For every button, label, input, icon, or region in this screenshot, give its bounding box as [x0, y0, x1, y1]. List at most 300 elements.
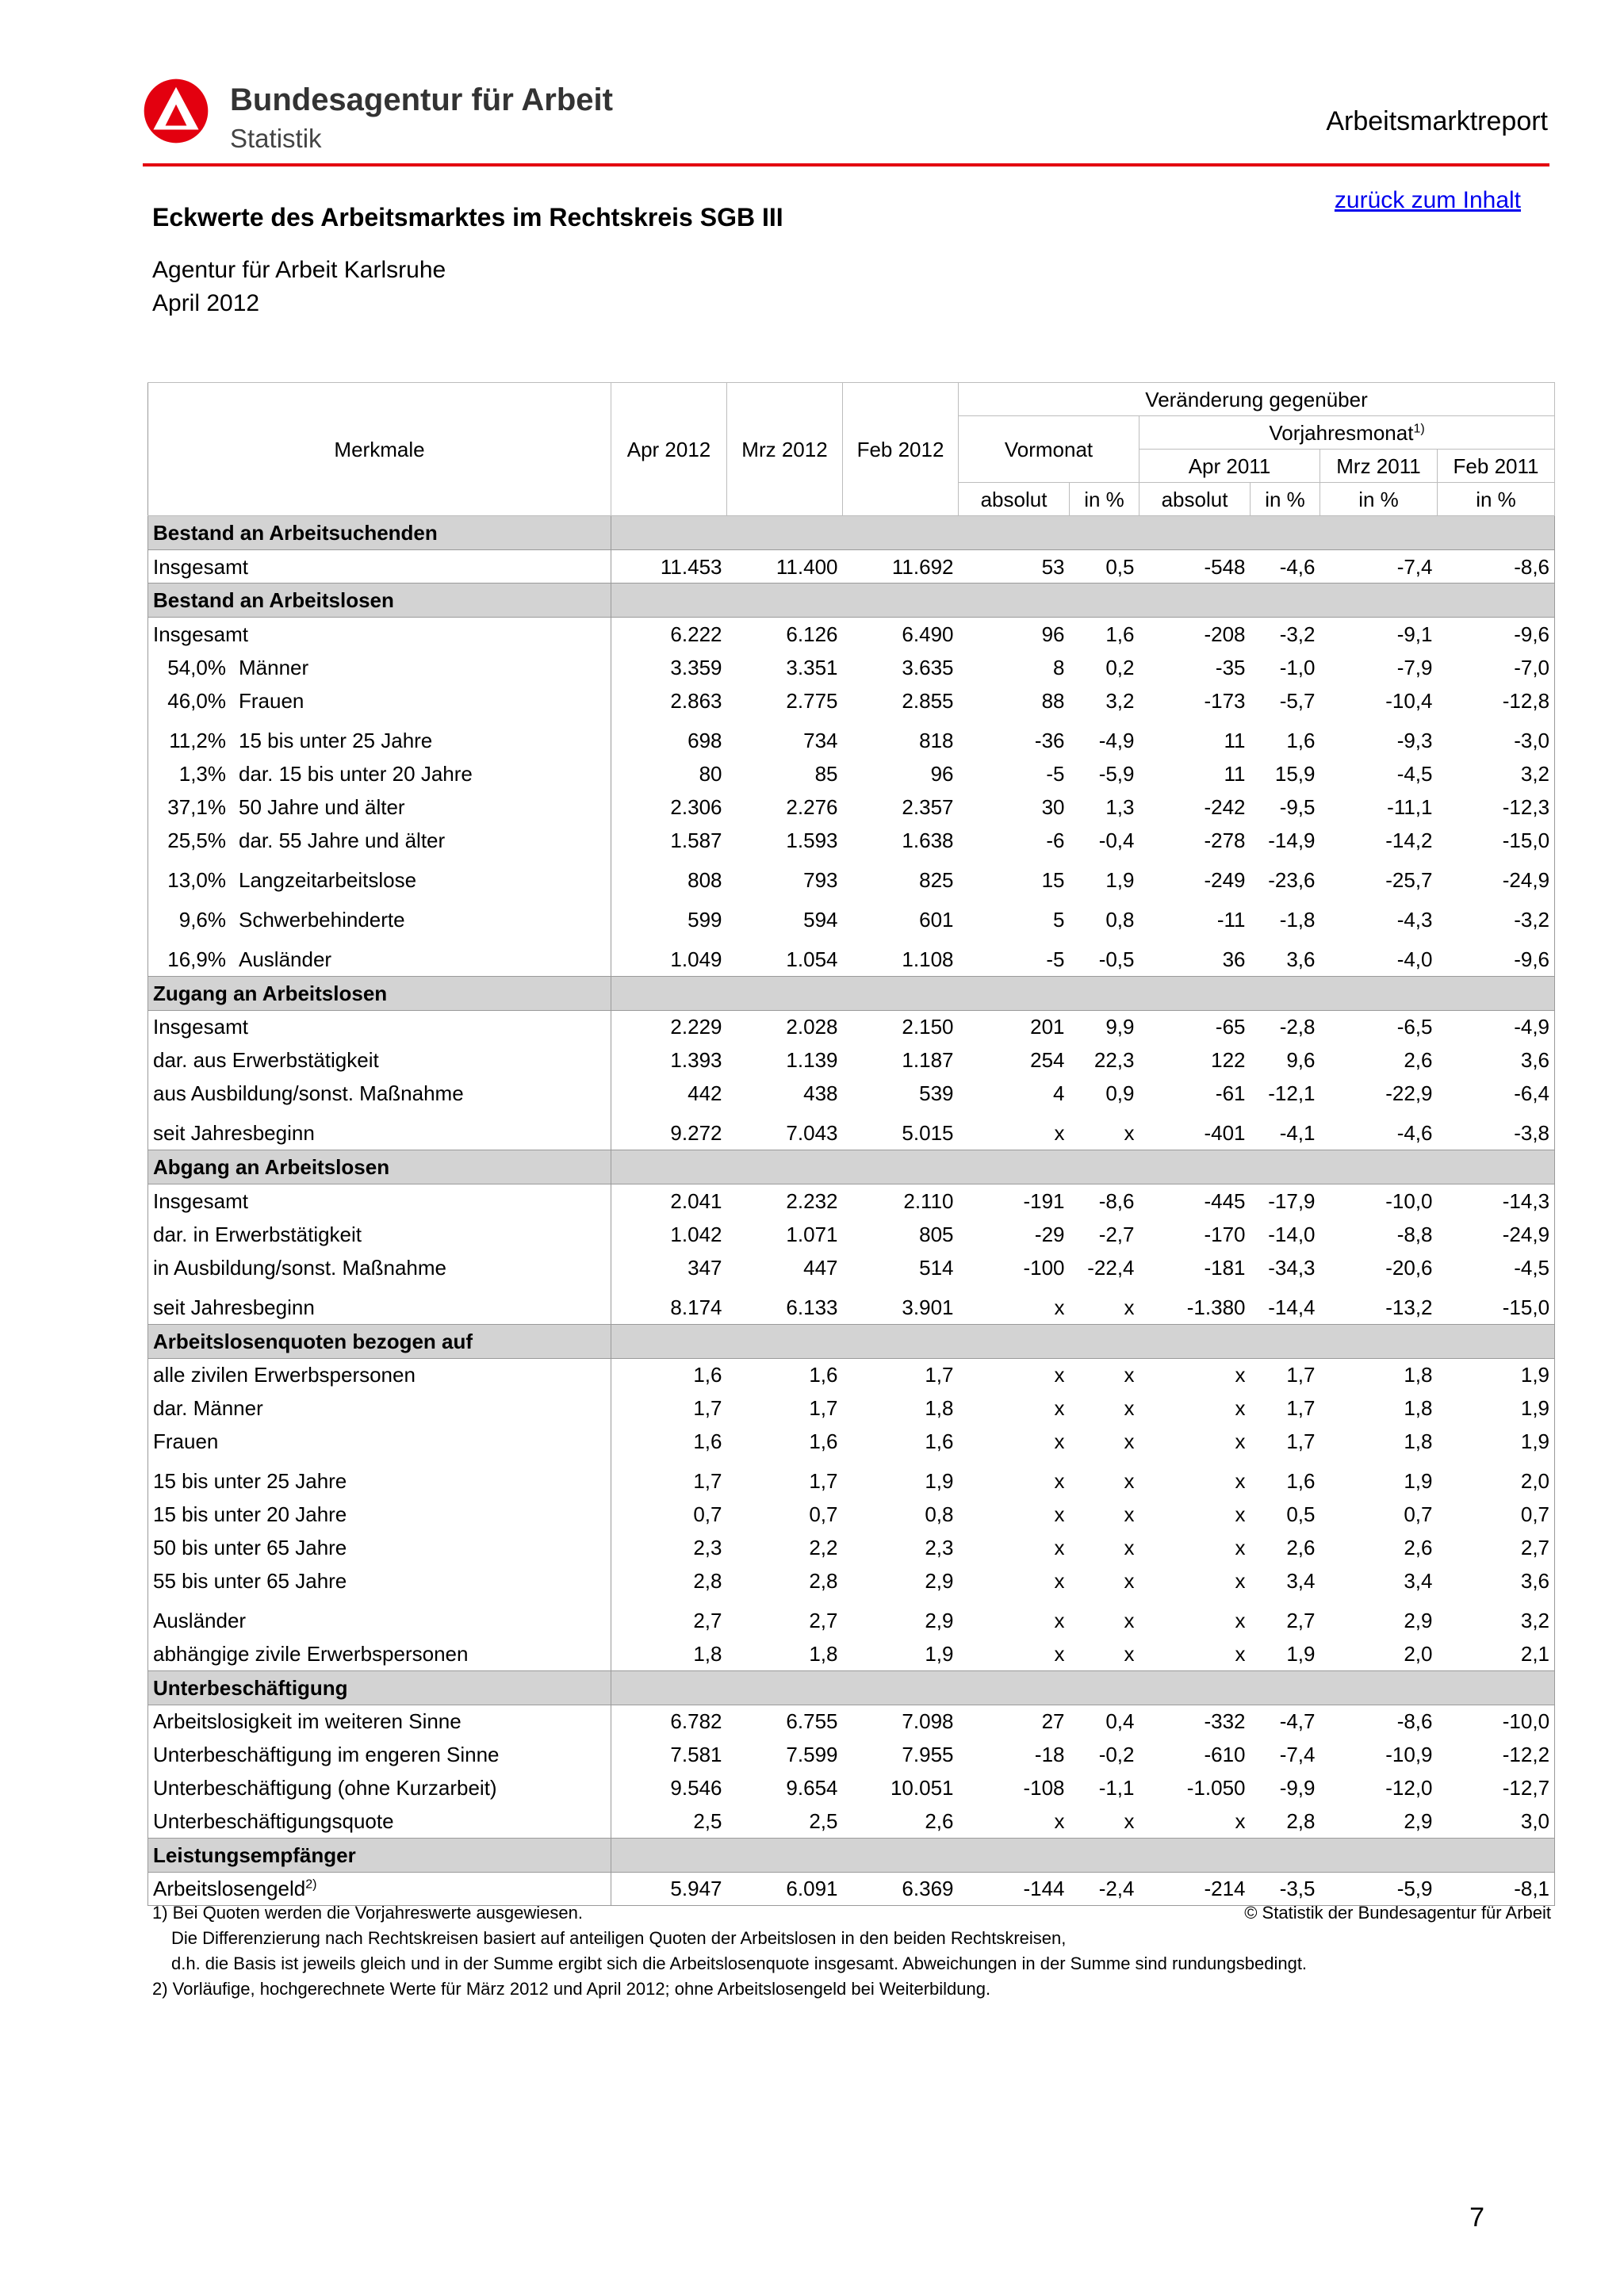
- header-feb2011-pct: in %: [1438, 483, 1555, 516]
- share-percent: 25,5%: [167, 828, 226, 852]
- value-cell: -100: [1023, 1255, 1065, 1280]
- value-cell: x: [1124, 1396, 1135, 1420]
- row-label-text: 50 bis unter 65 Jahre: [153, 1536, 347, 1559]
- value-cell: -249: [1204, 867, 1246, 892]
- header-vorjahr-pct: in %: [1251, 483, 1320, 516]
- value-cell: 2,9: [1404, 1808, 1433, 1833]
- table-row: [148, 1043, 1555, 1077]
- value-cell: -9,5: [1279, 794, 1316, 819]
- row-label-text: Unterbeschäftigung (ohne Kurzarbeit): [153, 1776, 497, 1800]
- value-cell: -401: [1204, 1121, 1246, 1145]
- value-cell: -11,1: [1387, 794, 1433, 819]
- value-cell: 1,7: [809, 1469, 838, 1493]
- section-label: Bestand an Arbeitslosen: [148, 584, 611, 618]
- value-cell: -12,7: [1438, 1771, 1555, 1804]
- row-label: [148, 1077, 611, 1110]
- value-cell: x: [1054, 1808, 1065, 1833]
- header-mrz2011-pct: in %: [1320, 483, 1438, 516]
- value-cell: 10.051: [890, 1776, 954, 1800]
- value-cell: -1.380: [1186, 1295, 1246, 1319]
- row-label-text: in Ausbildung/sonst. Maßnahme: [153, 1255, 446, 1280]
- value-cell: -6: [1046, 828, 1065, 852]
- value-cell: -24,9: [1438, 857, 1555, 897]
- value-cell: 2,1: [1438, 1637, 1555, 1670]
- header-veraenderung: Veränderung gegenüber: [959, 383, 1555, 416]
- value-cell: 825: [919, 867, 954, 892]
- row-label: [148, 897, 611, 936]
- value-cell: 1,6: [809, 1363, 838, 1387]
- share-percent: 16,9%: [167, 947, 226, 971]
- row-label: [148, 1705, 611, 1738]
- row-label-text: Arbeitslosengeld: [153, 1877, 306, 1900]
- value-cell: 2,8: [809, 1569, 838, 1593]
- value-cell: 1,6: [1286, 728, 1316, 752]
- value-cell: 2,9: [925, 1609, 954, 1632]
- value-cell: 1.393: [611, 1043, 727, 1077]
- header-mrz-2011: Mrz 2011: [1320, 450, 1438, 483]
- row-label-text: dar. in Erwerbstätigkeit: [153, 1222, 362, 1246]
- value-cell: -1,0: [1279, 655, 1316, 679]
- table-row: [148, 1391, 1555, 1425]
- value-cell: -12,8: [1438, 684, 1555, 718]
- value-cell: -4,9: [1098, 728, 1135, 752]
- row-label-text: dar. Männer: [153, 1396, 263, 1420]
- value-cell: -332: [1204, 1709, 1246, 1734]
- value-cell: 0,4: [1105, 1709, 1135, 1734]
- table-row: [148, 1531, 1555, 1564]
- value-cell: -18: [1034, 1743, 1065, 1766]
- value-cell: 0,7: [1404, 1502, 1433, 1526]
- row-label-text: Ausländer: [153, 1609, 247, 1632]
- brand-subtitle: Statistik: [230, 124, 322, 153]
- value-cell: 447: [803, 1255, 838, 1280]
- value-cell: -170: [1204, 1222, 1246, 1246]
- row-label: [148, 1458, 611, 1498]
- value-cell: -12,3: [1438, 790, 1555, 824]
- value-cell: 1,7: [1286, 1363, 1316, 1387]
- value-cell: x: [1235, 1396, 1246, 1420]
- value-cell: 2,7: [809, 1609, 838, 1632]
- value-cell: 9.654: [786, 1776, 838, 1800]
- value-cell: 6.091: [727, 1872, 843, 1905]
- value-cell: 1,7: [611, 1458, 727, 1498]
- value-cell: 6.755: [786, 1709, 838, 1734]
- row-label-text: aus Ausbildung/sonst. Maßnahme: [153, 1081, 464, 1105]
- row-label-text: Ausländer: [239, 947, 332, 971]
- row-label-text: abhängige zivile Erwerbspersonen: [153, 1641, 469, 1666]
- value-cell: -22,9: [1385, 1081, 1433, 1105]
- page-title: Eckwerte des Arbeitsmarktes im Rechtskreis SGB III: [152, 203, 783, 232]
- row-label: [148, 1804, 611, 1838]
- value-cell: 1,9: [1438, 1425, 1555, 1458]
- share-percent: 1,3%: [178, 761, 226, 786]
- table-row: [148, 618, 1555, 651]
- value-cell: -17,9: [1268, 1188, 1316, 1213]
- value-cell: x: [1124, 1641, 1135, 1666]
- value-cell: 2.028: [786, 1015, 838, 1039]
- section-header-row: [148, 1838, 1555, 1872]
- value-cell: 2,3: [611, 1531, 727, 1564]
- value-cell: 1.042: [611, 1218, 727, 1251]
- back-to-contents-link[interactable]: zurück zum Inhalt: [1334, 187, 1521, 213]
- table-row: [148, 824, 1555, 857]
- value-cell: 1,6: [1105, 622, 1135, 646]
- agency-name: Agentur für Arbeit Karlsruhe: [152, 257, 446, 283]
- value-cell: 2,8: [611, 1564, 727, 1598]
- value-cell: -35: [1215, 655, 1246, 679]
- row-label: [148, 1771, 611, 1804]
- row-label-text: seit Jahresbeginn: [153, 1121, 315, 1145]
- value-cell: -3,2: [1279, 622, 1316, 646]
- value-cell: 1.587: [611, 824, 727, 857]
- value-cell: -144: [959, 1872, 1070, 1905]
- row-label: [148, 1391, 611, 1425]
- section-header-row: [148, 516, 1555, 550]
- value-cell: 1,3: [1105, 794, 1135, 819]
- value-cell: 2.855: [902, 688, 954, 713]
- value-cell: -14,2: [1385, 828, 1433, 852]
- value-cell: 594: [803, 907, 838, 932]
- value-cell: -7,0: [1438, 651, 1555, 684]
- header-divider: [143, 163, 1549, 166]
- value-cell: 6.490: [902, 622, 954, 646]
- value-cell: 2.276: [786, 794, 838, 819]
- row-label: [148, 1358, 611, 1391]
- value-cell: 3.351: [786, 655, 838, 679]
- value-cell: 201: [1030, 1015, 1065, 1039]
- copyright-notice: © Statistik der Bundesagentur für Arbeit: [1244, 1903, 1551, 1923]
- value-cell: 9,9: [1105, 1015, 1135, 1039]
- value-cell: 5: [1053, 907, 1065, 932]
- table-row: [148, 1637, 1555, 1670]
- section-header-row: [148, 1670, 1555, 1705]
- row-label: [148, 1184, 611, 1218]
- value-cell: 2,5: [809, 1808, 838, 1833]
- section-label: Abgang an Arbeitslosen: [148, 1150, 611, 1184]
- share-percent: 9,6%: [178, 907, 226, 932]
- value-cell: x: [1124, 1609, 1135, 1632]
- table-row: [148, 936, 1555, 977]
- value-cell: -23,6: [1268, 867, 1316, 892]
- value-cell: x: [1235, 1609, 1246, 1632]
- header-feb-2012: Feb 2012: [843, 383, 959, 516]
- value-cell: -0,5: [1098, 947, 1135, 971]
- value-cell: 2,7: [1438, 1531, 1555, 1564]
- value-cell: 1.049: [611, 936, 727, 977]
- value-cell: -1,8: [1279, 907, 1316, 932]
- value-cell: 8: [1053, 655, 1065, 679]
- row-label-text: 15 bis unter 25 Jahre: [153, 1469, 347, 1493]
- table-row: [148, 1771, 1555, 1804]
- value-cell: 3.901: [902, 1295, 954, 1319]
- row-label-text: Männer: [239, 655, 309, 679]
- value-cell: 808: [611, 857, 727, 897]
- table-row: [148, 1804, 1555, 1838]
- value-cell: x: [1124, 1429, 1135, 1453]
- value-cell: 2,6: [1286, 1536, 1316, 1559]
- value-cell: 805: [919, 1222, 954, 1246]
- row-label: [148, 651, 611, 684]
- value-cell: 2.775: [786, 688, 838, 713]
- value-cell: -108: [1023, 1776, 1065, 1800]
- value-cell: -15,0: [1438, 824, 1555, 857]
- table-row: [148, 1358, 1555, 1391]
- value-cell: 11.400: [776, 554, 838, 579]
- report-name: Arbeitsmarktreport: [1326, 106, 1548, 136]
- brand-name: Bundesagentur für Arbeit: [230, 82, 613, 117]
- row-label-text: Insgesamt: [153, 1188, 248, 1213]
- value-cell: 5.015: [902, 1121, 954, 1145]
- value-cell: 1,9: [1438, 1391, 1555, 1425]
- value-cell: 22,3: [1094, 1048, 1135, 1072]
- value-cell: -34,3: [1268, 1255, 1316, 1280]
- value-cell: -0,4: [1098, 828, 1135, 852]
- value-cell: -5,9: [1320, 1872, 1438, 1905]
- value-cell: -173: [1204, 688, 1246, 713]
- row-label: [148, 1637, 611, 1670]
- value-cell: 0,8: [1105, 907, 1135, 932]
- value-cell: -4,6: [1396, 1121, 1433, 1145]
- header-merkmale: Merkmale: [148, 383, 611, 516]
- value-cell: -24,9: [1438, 1218, 1555, 1251]
- value-cell: -12,2: [1438, 1738, 1555, 1771]
- section-header-row: [148, 976, 1555, 1010]
- value-cell: -36: [1034, 728, 1065, 752]
- value-cell: 0,7: [809, 1502, 838, 1526]
- value-cell: -14,0: [1268, 1222, 1316, 1246]
- value-cell: x: [1054, 1641, 1065, 1666]
- value-cell: -2,7: [1098, 1222, 1135, 1246]
- value-cell: -3,2: [1438, 897, 1555, 936]
- row-label: [148, 1498, 611, 1531]
- value-cell: x: [1124, 1502, 1135, 1526]
- value-cell: -4,9: [1438, 1010, 1555, 1043]
- value-cell: -4,3: [1396, 907, 1433, 932]
- table-row: [148, 1458, 1555, 1498]
- row-label: [148, 936, 611, 977]
- value-cell: 2,9: [925, 1569, 954, 1593]
- row-label: [148, 824, 611, 857]
- value-cell: 2,0: [1438, 1458, 1555, 1498]
- value-cell: 1,7: [1286, 1396, 1316, 1420]
- table-row: [148, 897, 1555, 936]
- value-cell: x: [1124, 1121, 1135, 1145]
- header-mrz-2012: Mrz 2012: [727, 383, 843, 516]
- row-label: [148, 1218, 611, 1251]
- value-cell: -20,6: [1385, 1255, 1433, 1280]
- value-cell: 1,9: [1404, 1469, 1433, 1493]
- row-label: [148, 1043, 611, 1077]
- value-cell: -8,8: [1396, 1222, 1433, 1246]
- row-label: [148, 1531, 611, 1564]
- value-cell: 36: [1222, 947, 1246, 971]
- row-label: [148, 1010, 611, 1043]
- value-cell: 11: [1224, 761, 1246, 786]
- value-cell: x: [1054, 1469, 1065, 1493]
- footnote-1: 1) Bei Quoten werden die Vorjahreswerte ausgewiesen.: [152, 1903, 583, 1923]
- value-cell: 1,6: [925, 1429, 954, 1453]
- value-cell: 2,2: [809, 1536, 838, 1559]
- value-cell: 11: [1224, 728, 1246, 752]
- row-label-text: Langzeitarbeitslose: [239, 867, 417, 892]
- value-cell: 3,6: [1438, 1043, 1555, 1077]
- row-label-text: seit Jahresbeginn: [153, 1295, 315, 1319]
- value-cell: x: [1235, 1363, 1246, 1387]
- value-cell: 8.174: [611, 1284, 727, 1325]
- value-cell: 3,2: [1438, 757, 1555, 790]
- value-cell: -214: [1139, 1872, 1251, 1905]
- table-row: [148, 1564, 1555, 1598]
- table-row: [148, 1218, 1555, 1251]
- value-cell: 793: [803, 867, 838, 892]
- table-row: [148, 757, 1555, 790]
- value-cell: -9,3: [1396, 728, 1433, 752]
- table-row: [148, 1498, 1555, 1531]
- value-cell: 3.635: [902, 655, 954, 679]
- header-vorjahresmonat: Vorjahresmonat$^{1)}$: [1139, 416, 1555, 450]
- value-cell: 1,8: [611, 1637, 727, 1670]
- value-cell: 2.863: [611, 684, 727, 718]
- value-cell: 4: [1053, 1081, 1065, 1105]
- value-cell: -610: [1204, 1743, 1246, 1766]
- value-cell: -15,0: [1438, 1284, 1555, 1325]
- value-cell: 1.187: [902, 1048, 954, 1072]
- value-cell: 2,7: [611, 1598, 727, 1637]
- labor-market-table: [147, 382, 1555, 1906]
- section-label: Bestand an Arbeitsuchenden: [148, 516, 611, 550]
- value-cell: -5,7: [1279, 688, 1316, 713]
- value-cell: x: [1235, 1569, 1246, 1593]
- value-cell: 818: [919, 728, 954, 752]
- value-cell: 15,9: [1274, 761, 1316, 786]
- value-cell: -13,2: [1385, 1295, 1433, 1319]
- row-label-text: 55 bis unter 65 Jahre: [153, 1569, 347, 1593]
- value-cell: 2,8: [1286, 1808, 1316, 1833]
- value-cell: 6.782: [611, 1705, 727, 1738]
- value-cell: 3,4: [1286, 1569, 1316, 1593]
- header-feb-2011: Feb 2011: [1438, 450, 1555, 483]
- value-cell: 15: [1041, 867, 1065, 892]
- value-cell: -2,4: [1070, 1872, 1139, 1905]
- value-cell: 6.133: [786, 1295, 838, 1319]
- value-cell: -7,4: [1396, 554, 1433, 579]
- table-row: [148, 1705, 1555, 1738]
- table-row: [148, 718, 1555, 757]
- table-row: [148, 857, 1555, 897]
- value-cell: 9.272: [611, 1110, 727, 1150]
- section-fill: [611, 584, 1555, 618]
- value-cell: 96: [1041, 622, 1065, 646]
- value-cell: 11.453: [611, 550, 727, 584]
- row-label-text: Schwerbehinderte: [239, 907, 405, 932]
- value-cell: -10,9: [1385, 1743, 1433, 1766]
- value-cell: 1.054: [786, 947, 838, 971]
- value-cell: -3,0: [1438, 718, 1555, 757]
- header-vormonat: Vormonat: [959, 416, 1139, 483]
- value-cell: -9,6: [1438, 618, 1555, 651]
- value-cell: 2,6: [1404, 1048, 1433, 1072]
- value-cell: 3,0: [1438, 1804, 1555, 1838]
- value-cell: -14,4: [1268, 1295, 1316, 1319]
- value-cell: 0,5: [1286, 1502, 1316, 1526]
- value-cell: 0,5: [1105, 554, 1135, 579]
- value-cell: -10,4: [1385, 688, 1433, 713]
- value-cell: x: [1235, 1429, 1246, 1453]
- value-cell: x: [1054, 1363, 1065, 1387]
- row-label-text: Insgesamt: [153, 554, 248, 579]
- value-cell: 2,5: [611, 1804, 727, 1838]
- section-label: Zugang an Arbeitslosen: [148, 976, 611, 1010]
- value-cell: x: [1124, 1569, 1135, 1593]
- value-cell: -11: [1216, 907, 1246, 932]
- value-cell: 1.139: [786, 1048, 838, 1072]
- row-label-text: dar. aus Erwerbstätigkeit: [153, 1048, 379, 1072]
- table-row: [148, 1425, 1555, 1458]
- footnote-2: 2) Vorläufige, hochgerechnete Werte für März 2012 und April 2012; ohne Arbeitslosengeld bei Weiterbildung.: [152, 1979, 991, 1999]
- value-cell: 3,4: [1404, 1569, 1433, 1593]
- share-percent: 54,0%: [167, 655, 226, 679]
- value-cell: 1,9: [1438, 1358, 1555, 1391]
- value-cell: x: [1054, 1121, 1065, 1145]
- value-cell: 1,9: [925, 1469, 954, 1493]
- value-cell: -7,9: [1396, 655, 1433, 679]
- header-vormonat-absolut: absolut: [959, 483, 1070, 516]
- value-cell: -4,0: [1396, 947, 1433, 971]
- value-cell: 442: [611, 1077, 727, 1110]
- value-cell: -5,9: [1098, 761, 1135, 786]
- value-cell: -9,1: [1396, 622, 1433, 646]
- value-cell: 2,7: [1286, 1609, 1316, 1632]
- value-cell: 2.306: [611, 790, 727, 824]
- value-cell: 438: [803, 1081, 838, 1105]
- value-cell: 80: [611, 757, 727, 790]
- page-number: 7: [1469, 2202, 1484, 2233]
- value-cell: 2.041: [611, 1184, 727, 1218]
- value-cell: 30: [1041, 794, 1065, 819]
- row-label: [148, 1110, 611, 1150]
- value-cell: -548: [1204, 554, 1246, 579]
- value-cell: -61: [1215, 1081, 1246, 1105]
- table-row: [148, 790, 1555, 824]
- table-row: [148, 1284, 1555, 1325]
- section-header-row: [148, 1150, 1555, 1184]
- row-label: [148, 1738, 611, 1771]
- value-cell: x: [1124, 1536, 1135, 1559]
- value-cell: -4,5: [1396, 761, 1433, 786]
- footnote-1-line-2: Die Differenzierung nach Rechtskreisen basiert auf anteiligen Quoten der Arbeitslosen in den beiden Rechtskreisen,: [171, 1928, 1067, 1948]
- row-label-text: dar. 15 bis unter 20 Jahre: [239, 761, 473, 786]
- value-cell: 9,6: [1286, 1048, 1316, 1072]
- table-row: [148, 1872, 1555, 1905]
- value-cell: 122: [1211, 1048, 1246, 1072]
- share-percent: 46,0%: [167, 688, 226, 713]
- value-cell: -25,7: [1385, 867, 1433, 892]
- header-apr-2012: Apr 2012: [611, 383, 727, 516]
- value-cell: -445: [1204, 1188, 1246, 1213]
- value-cell: 3,6: [1438, 1564, 1555, 1598]
- value-cell: x: [1054, 1396, 1065, 1420]
- value-cell: x: [1124, 1469, 1135, 1493]
- section-label: Unterbeschäftigung: [148, 1670, 611, 1705]
- value-cell: 2,6: [925, 1808, 954, 1833]
- value-cell: 2.357: [902, 794, 954, 819]
- footnote-marker: 2): [305, 1877, 317, 1892]
- value-cell: -7,4: [1279, 1743, 1316, 1766]
- value-cell: 9.546: [611, 1771, 727, 1804]
- value-cell: -242: [1204, 794, 1246, 819]
- section-label: Leistungsempfänger: [148, 1838, 611, 1872]
- value-cell: 96: [930, 761, 954, 786]
